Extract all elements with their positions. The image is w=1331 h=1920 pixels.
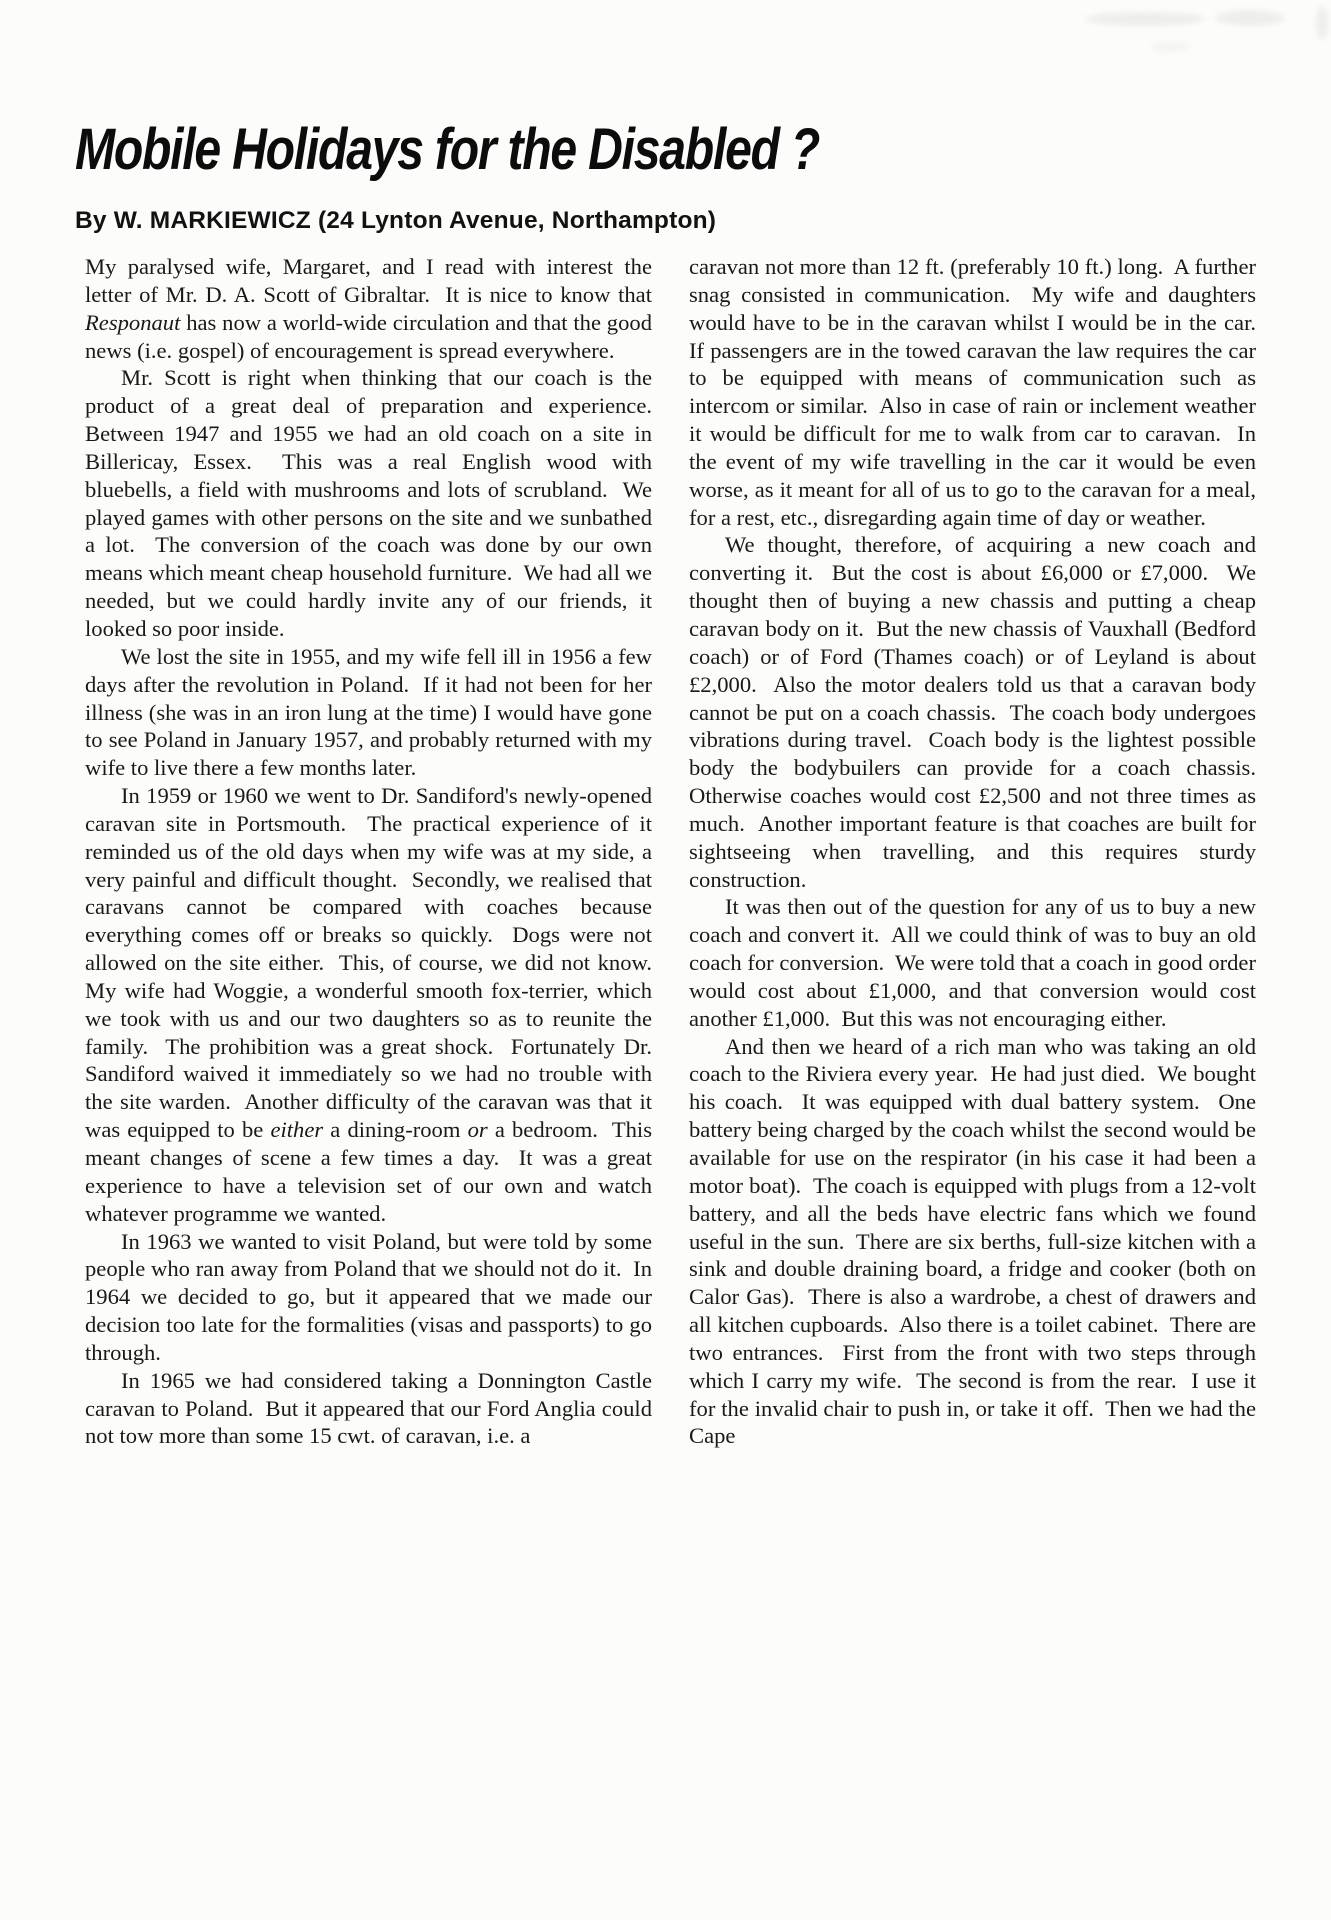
body-text: Mr. Scott is right when thinking that our coach is the product of a great deal of preparation and experience. Between 1947 and 1955 we had an old coach on a site in Billericay, Essex. This was a real English wood with bluebells, a field with mushrooms and lots of scrubland. We played games with other persons on the site and we sunbathed a lot. The conversion of the coach was done by our own means which meant cheap household furniture. We had all we needed, but we could hardly invite any of our friends, it looked so poor inside. xyxy=(85,365,664,641)
body-text: caravan not more than 12 ft. (preferably 10 ft.) long. A further snag consisted in communication. My wife and daughters would have to be in the caravan whilst I would be in the car. If passengers are in the towed caravan the law requires the car to be equipped with means of communication such as intercom or similar. Also in case of rain or inclement weather it would be difficult for me to walk from car to caravan. In the event of my wife travelling in the car it would be even worse, as it meant for all of us to go to the caravan for a meal, for a rest, etc., disregarding again time of day or weather. xyxy=(689,254,1268,530)
paragraph xyxy=(85,253,658,364)
paragraph xyxy=(689,253,1268,531)
body-text: My paralysed wife, Margaret, and I read with interest the letter of Mr. D. A. Scott of Gibraltar. It is nice to know that xyxy=(85,254,658,307)
article-body xyxy=(85,253,1268,1450)
paragraph xyxy=(689,1033,1262,1451)
body-text: In 1963 we wanted to visit Poland, but were told by some people who ran away from Poland that we should not do it. In 1964 we decided to go, but it appeared that we made our decision too late for the formalities (visas and passports) to go through. xyxy=(85,1228,658,1365)
italic-text: Responaut xyxy=(85,309,181,335)
body-text: has now a world-wide circulation and that the good news (i.e. gospel) of encouragement is spread everywhere. xyxy=(85,309,658,363)
body-text: And then we heard of a rich man who was taking an old coach to the Riviera every year. He had just died. We bought his coach. It was equipped with dual battery system. One battery being charged by the coach whilst the second would be available for use on the respirator (in his case it had been a motor boat). The coach is equipped with plugs from a 12-volt battery, and all the beds have electric fans which we found useful in the sun. There are six berths, full-size kitchen with a sink and double draining board, a fridge and cooker (both on Calor Gas). There is also a wardrobe, a chest of drawers and all kitchen cupboards. Also there is a toilet cabinet. There are two entrances. First from the front with two steps through which I carry my wife. The second is from the rear. I use it for the invalid chair to push in, or take it off. Then we had the Cape xyxy=(689,1033,1262,1449)
paragraph xyxy=(689,531,1268,893)
paragraph xyxy=(85,1367,658,1451)
paragraph xyxy=(85,1228,658,1367)
scan-artifact xyxy=(1316,6,1328,40)
body-text: We thought, therefore, of acquiring a new coach and converting it. But the cost is about £6,000 or £7,000. We thought then of buying a new chassis and putting a cheap caravan body on it. But the new chassis of Vauxhall (Bedford coach) or of Ford (Thames coach) or of Leyland is about £2,000. Also the motor dealers told us that a caravan body cannot be put on a coach chassis. The coach body undergoes vibrations during travel. Coach body is the lightest possible body the bodybuilers can provide for a coach chassis. Otherwise coaches would cost £2,500 and not three times as much. Another important feature is that coaches are built for sightseeing when travelling, and this requires sturdy construction. xyxy=(689,532,1268,892)
body-text: We lost the site in 1955, and my wife fell ill in 1956 a few days after the revolution in Poland. If it had not been for her illness (she was in an iron lung at the time) I would have gone to see Poland in January 1957, and probably returned with my wife to live there a few months later. xyxy=(85,643,658,781)
italic-text: either xyxy=(270,1117,324,1143)
paragraph xyxy=(689,893,1262,1032)
paragraph xyxy=(85,364,664,642)
body-text: It was then out of the question for any of us to buy a new coach and convert it. All we could think of was to buy an old coach for conversion. We were told that a coach in good order would cost about £1,000, and that conversion would cost another £1,000. But this was not encouraging either. xyxy=(689,894,1262,1031)
body-text: a bedroom. This meant changes of scene a few times a day. It was a great experience to have a television set of our own and watch whatever programme we wanted. xyxy=(85,1117,658,1226)
article-byline: By W. MARKIEWICZ (24 Lynton Avenue, Northampton) xyxy=(75,207,717,234)
italic-text: or xyxy=(467,1117,488,1143)
article-header xyxy=(75,116,1275,235)
scan-artifact xyxy=(1085,12,1205,26)
paragraph xyxy=(85,782,664,1228)
article-column-left xyxy=(85,253,664,1450)
paragraph xyxy=(85,643,658,782)
body-text: a dining-room xyxy=(323,1117,468,1143)
scan-artifact xyxy=(1150,42,1190,52)
body-text: In 1959 or 1960 we went to Dr. Sandiford's newly-opened caravan site in Portsmouth. The practical experience of it reminded us of the old days when my wife was at my side, a very painful and difficult thought. Secondly, we realised that caravans cannot be compared with coaches because everything comes off or breaks so quickly. Dogs were not allowed on the site either. This, of course, we did not know. My wife had Woggie, a wonderful smooth fox-terrier, which we took with us and our two daughters so as to reunite the family. The prohibition was a great shock. Fortunately Dr. Sandiford waived it immediately so we had no trouble with the site warden. Another difficulty of the caravan was that it was equipped to be xyxy=(85,783,664,1143)
article-column-right xyxy=(689,253,1268,1450)
scan-artifact xyxy=(1215,10,1285,26)
body-text: In 1965 we had considered taking a Donnington Castle caravan to Poland. But it appeared that our Ford Anglia could not tow more than some 15 cwt. of caravan, i.e. a xyxy=(85,1367,658,1449)
article-title: Mobile Holidays for the Disabled ? xyxy=(75,117,820,182)
